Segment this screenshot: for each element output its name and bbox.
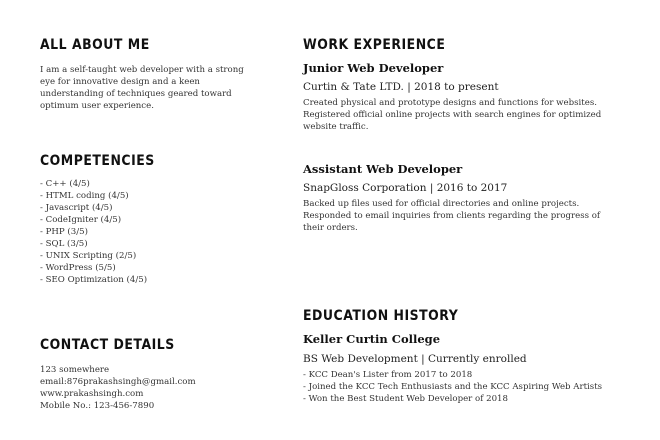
competency-item: - C++ (4/5) xyxy=(40,179,90,189)
about-line: I am a self-taught web developer with a strong xyxy=(40,65,244,75)
job-line: Registered official online projects with search engines for optimized xyxy=(303,110,602,120)
job-title: Assistant Web Developer xyxy=(303,162,463,176)
contact-website: www.prakashsingh.com xyxy=(40,389,144,399)
job-description xyxy=(303,97,623,133)
competency-item: - SQL (3/5) xyxy=(40,239,88,249)
about-line: understanding of techniques geared toward xyxy=(40,89,232,99)
competency-item: - HTML coding (4/5) xyxy=(40,191,129,201)
contact-email: email:876prakashsingh@gmail.com xyxy=(40,377,196,387)
competency-item: - SEO Optimization (4/5) xyxy=(40,275,148,285)
job-description xyxy=(303,198,623,234)
education-item: - Won the Best Student Web Developer of 2018 xyxy=(303,394,508,404)
about-line: eye for innovative design and a keen xyxy=(40,77,200,87)
competency-item: - UNIX Scripting (2/5) xyxy=(40,251,137,261)
contact-details xyxy=(40,364,265,412)
job-entry xyxy=(303,61,623,133)
job-title: Junior Web Developer xyxy=(303,61,444,75)
competencies-list xyxy=(40,178,265,286)
education-item: - Joined the KCC Tech Enthusiasts and the KCC Aspiring Web Artists xyxy=(303,382,603,392)
competency-item: - CodeIgniter (4/5) xyxy=(40,215,122,225)
school-name: Keller Curtin College xyxy=(303,332,441,346)
work-heading: WORK EXPERIENCE xyxy=(303,37,446,53)
work-section xyxy=(303,36,623,234)
job-line: Created physical and prototype designs and functions for websites. xyxy=(303,98,597,108)
competency-item: - Javascript (4/5) xyxy=(40,203,113,213)
about-section xyxy=(40,36,265,112)
education-heading: EDUCATION HISTORY xyxy=(303,308,459,324)
job-company: SnapGloss Corporation | 2016 to 2017 xyxy=(303,182,508,194)
contact-mobile: Mobile No.: 123-456-7890 xyxy=(40,401,155,411)
contact-heading: CONTACT DETAILS xyxy=(40,337,175,353)
education-list xyxy=(303,369,623,405)
job-line: their orders. xyxy=(303,223,358,233)
competency-item: - WordPress (5/5) xyxy=(40,263,116,273)
competencies-heading: COMPETENCIES xyxy=(40,153,155,169)
about-line: optimum user experience. xyxy=(40,101,154,111)
education-item: - KCC Dean's Lister from 2017 to 2018 xyxy=(303,370,473,380)
contact-section xyxy=(40,336,265,412)
contact-address: 123 somewhere xyxy=(40,365,110,375)
about-heading: ALL ABOUT ME xyxy=(40,37,150,53)
about-text xyxy=(40,64,265,112)
job-line: Responded to email inquiries from clients regarding the progress of xyxy=(303,211,601,221)
job-entry xyxy=(303,162,623,234)
education-section xyxy=(303,307,623,405)
job-company: Curtin & Tate LTD. | 2018 to present xyxy=(303,81,499,93)
job-line: Backed up files used for official directories and online projects. xyxy=(303,199,580,209)
competencies-section xyxy=(40,152,265,286)
degree-status: BS Web Development | Currently enrolled xyxy=(303,353,527,365)
job-line: website traffic. xyxy=(303,122,369,132)
competency-item: - PHP (3/5) xyxy=(40,227,88,237)
